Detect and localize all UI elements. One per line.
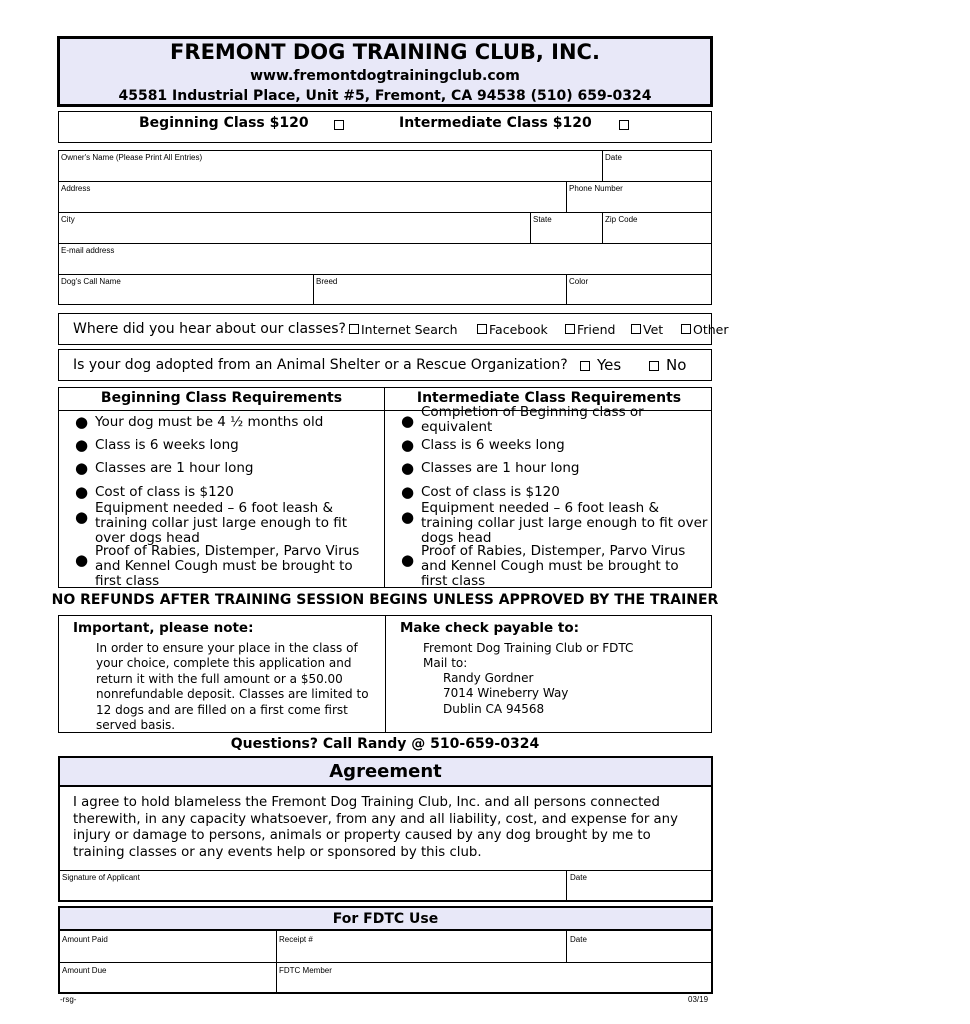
fdtc-date-field[interactable]: Date <box>570 935 587 944</box>
payment-title: Make check payable to: <box>400 620 580 636</box>
adopted-yes-label: Yes <box>597 356 622 374</box>
important-box <box>58 615 712 733</box>
important-title: Important, please note: <box>73 620 254 636</box>
fdtc-use-box <box>58 906 713 994</box>
city-field[interactable]: City <box>61 215 75 224</box>
footer-initials: -rsg- <box>60 995 77 1004</box>
adopted-no-checkbox[interactable] <box>649 361 659 371</box>
address-field[interactable]: Address <box>61 184 91 193</box>
color-field[interactable]: Color <box>569 277 589 286</box>
state-field[interactable]: State <box>533 215 552 224</box>
adopted-question: Is your dog adopted from an Animal Shelter or a Rescue Organization? <box>73 357 568 373</box>
refund-notice: NO REFUNDS AFTER TRAINING SESSION BEGINS UNLESS APPROVED BY THE TRAINER <box>51 592 719 608</box>
email-field[interactable]: E-mail address <box>61 246 115 255</box>
questions-line: Questions? Call Randy @ 510-659-0324 <box>230 736 540 752</box>
beginning-class-checkbox[interactable] <box>334 120 344 130</box>
internet-search-label: Internet Search <box>361 322 458 337</box>
fdtc-member-field[interactable]: FDTC Member <box>279 966 332 975</box>
owner-fields-grid <box>58 150 712 305</box>
payment-name: Randy Gordner <box>443 671 534 685</box>
vet-label: Vet <box>643 322 664 337</box>
other-label: Other <box>693 322 729 337</box>
breed-field[interactable]: Breed <box>316 277 338 286</box>
payment-mail-to: Mail to: <box>423 656 468 670</box>
payment-payee: Fremont Dog Training Club or FDTC <box>423 641 634 655</box>
zip-field[interactable]: Zip Code <box>605 215 638 224</box>
vet-checkbox[interactable] <box>631 324 641 334</box>
dog-name-field[interactable]: Dog's Call Name <box>61 277 121 286</box>
footer-revision: 03/19 <box>688 995 709 1004</box>
hear-about-question: Where did you hear about our classes? <box>73 321 346 337</box>
beginning-requirements-list: ● Your dog must be 4 ½ months old ● Class is 6 weeks long ● Classes are 1 hour long ● Cost of class is $120 ● Equipment needed – 6 foot leash & training collar just large enough to fit over dogs head ● Proof of Rabies, Distemper, Parvo Virus and Kennel Cough must be brought to first class <box>75 413 360 589</box>
intermediate-class-label: Intermediate Class $120 <box>399 115 592 131</box>
requirements-box <box>58 387 712 588</box>
receipt-field[interactable]: Receipt # <box>279 935 313 944</box>
facebook-label: Facebook <box>489 322 548 337</box>
friend-label: Friend <box>577 322 616 337</box>
club-website: www.fremontdogtrainingclub.com <box>250 68 520 84</box>
agreement-box <box>58 756 713 902</box>
class-select-box <box>58 111 712 143</box>
beginning-class-label: Beginning Class $120 <box>139 115 309 131</box>
facebook-checkbox[interactable] <box>477 324 487 334</box>
signature-date-field[interactable]: Date <box>570 873 587 882</box>
intermediate-class-checkbox[interactable] <box>619 120 629 130</box>
amount-due-field[interactable]: Amount Due <box>62 966 107 975</box>
beginning-requirements-title: Beginning Class Requirements <box>100 390 343 406</box>
fdtc-use-title: For FDTC Use <box>60 908 711 931</box>
hear-about-box <box>58 313 729 345</box>
adopted-box <box>58 349 712 381</box>
important-body: In order to ensure your place in the class of your choice, complete this application and return it with the full amount or a $50.00 nonrefundable deposit. Classes are limited to 12 dogs and are filled on a first come first served basis. <box>96 641 369 733</box>
adopted-no-label: No <box>666 356 687 374</box>
adopted-yes-checkbox[interactable] <box>580 361 590 371</box>
intermediate-requirements-title: Intermediate Class Requirements <box>416 390 682 406</box>
owner-name-field[interactable]: Owner's Name (Please Print All Entries) <box>61 153 203 162</box>
club-address: 45581 Industrial Place, Unit #5, Fremont, CA 94538 (510) 659-0324 <box>118 88 652 104</box>
date-field[interactable]: Date <box>605 153 622 162</box>
phone-field[interactable]: Phone Number <box>569 184 623 193</box>
agreement-title: Agreement <box>60 758 711 787</box>
refund-notice-wrap <box>0 592 719 612</box>
internet-search-checkbox[interactable] <box>349 324 359 334</box>
intermediate-requirements-list: ● Completion of Beginning class or equivalent ● Class is 6 weeks long ● Classes are 1 hour long ● Cost of class is $120 ● Equipment needed – 6 foot leash & training collar just large enough to fit over dogs head ● Proof of Rabies, Distemper, Parvo Virus and Kennel Cough must be brought to first class <box>401 404 708 589</box>
club-title: FREMONT DOG TRAINING CLUB, INC. <box>170 40 600 64</box>
agreement-body: I agree to hold blameless the Fremont Dog Training Club, Inc. and all persons connected therewith, in any capacity whatsoever, from any and all liability, cost, and expense for any injury or damage to persons, animals or property caused by any dog brought by me to training classes or any events help or sponsored by this club. <box>73 795 678 860</box>
payment-street: 7014 Wineberry Way <box>443 686 569 700</box>
friend-checkbox[interactable] <box>565 324 575 334</box>
payment-city: Dublin CA 94568 <box>443 702 545 716</box>
amount-paid-field[interactable]: Amount Paid <box>62 935 108 944</box>
header-box <box>57 36 713 107</box>
signature-field[interactable]: Signature of Applicant <box>62 873 140 882</box>
other-checkbox[interactable] <box>681 324 691 334</box>
